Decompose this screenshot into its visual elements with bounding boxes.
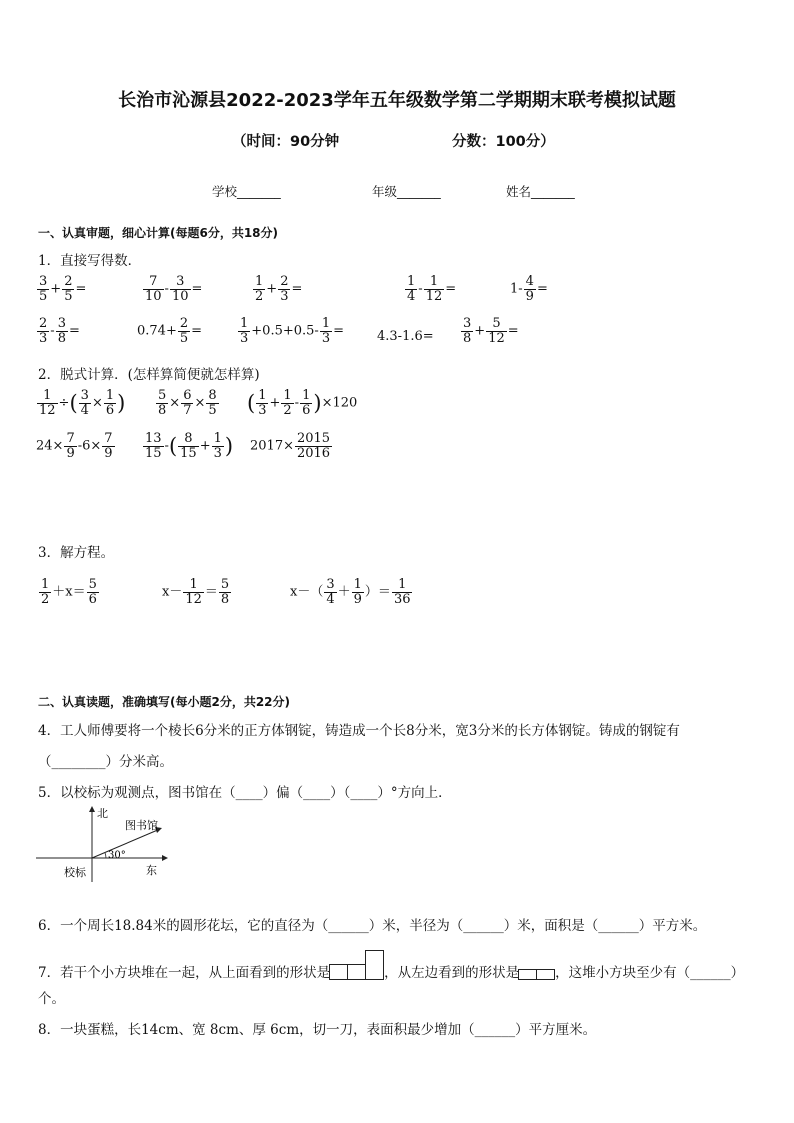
q1-title: 1．直接写得数． bbox=[38, 253, 142, 269]
q2-item-2: $\frac{5}{8}$ × $\frac{6}{7}$ × $\frac{8}{5}$ bbox=[158, 388, 217, 418]
q6-text[interactable]: 6．一个周长18.84米的圆形花坛，它的直径为（______）米，半径为（______）米，面积是（______）平方米。 bbox=[38, 918, 707, 934]
angle-label: 30° bbox=[108, 850, 126, 861]
q8-text[interactable]: 8．一块蛋糕，长14cm、宽 8cm、厚 6cm，切一刀，表面积最少增加（______）平方厘米。 bbox=[38, 1022, 597, 1038]
q3-equation-3: x－（ $\frac{3}{4}$ ＋ $\frac{1}{9}$ ）＝ $\frac{1}{36}$ bbox=[290, 577, 411, 607]
section2-title: 二、认真读题，准确填写(每小题2分，共22分) bbox=[38, 695, 291, 709]
q3-title: 3．解方程。 bbox=[38, 545, 115, 561]
q5-text[interactable]: 5．以校标为观测点，图书馆在（____）偏（____）（____）°方向上． bbox=[38, 785, 452, 801]
q2-item-5: $\frac{13}{15}$ -( $\frac{8}{15}$ + $\frac{1}{3}$ ) bbox=[145, 431, 234, 461]
q1-item-10: $\frac{3}{8}$ + $\frac{5}{12}$ = bbox=[463, 316, 519, 346]
q1-item-5: 1- $\frac{4}{9}$ = bbox=[510, 274, 548, 304]
exam-time: （时间：90分钟 bbox=[232, 134, 340, 150]
q4-line-2[interactable]: （________）分米高。 bbox=[38, 754, 173, 770]
north-label: 北 bbox=[97, 807, 108, 820]
q7-line-2: 个。 bbox=[38, 991, 65, 1007]
q1-item-3: $\frac{1}{2}$ + $\frac{2}{3}$ = bbox=[255, 274, 303, 304]
q2-item-6: 2017× $\frac{2015}{2016}$ bbox=[250, 431, 331, 461]
q1-item-4: $\frac{1}{4}$ - $\frac{1}{12}$ = bbox=[407, 274, 457, 304]
angle-arc bbox=[105, 853, 106, 859]
grade-field[interactable]: 年级_______ bbox=[372, 184, 441, 199]
east-arrow-icon bbox=[162, 855, 168, 861]
q2-item-4: 24× $\frac{7}{9}$ -6× $\frac{7}{9}$ bbox=[36, 431, 113, 461]
library-direction-line bbox=[92, 829, 160, 858]
east-label: 东 bbox=[146, 864, 157, 877]
section1-title: 一、认真审题，细心计算(每题6分，共18分) bbox=[38, 226, 279, 240]
q1-item-1: $\frac{3}{5}$ + $\frac{2}{5}$ = bbox=[39, 274, 87, 304]
north-arrow-icon bbox=[89, 806, 95, 812]
q3-equation-1: $\frac{1}{2}$ ＋x＝ $\frac{5}{6}$ bbox=[41, 577, 97, 607]
q2-title: 2．脱式计算．(怎样算简便就怎样算) bbox=[38, 367, 260, 383]
q2-item-3: ( $\frac{1}{3}$ + $\frac{1}{2}$ - $\frac{1}{6}$ )×120 bbox=[247, 388, 358, 418]
q2-item-1: $\frac{1}{12}$ ÷( $\frac{3}{4}$ × $\frac{1}{6}$ ) bbox=[39, 388, 126, 418]
school-label: 校标 bbox=[64, 866, 86, 879]
q4-line-1: 4．工人师傅要将一个棱长6分米的正方体钢锭，铸造成一个长8分米，宽3分米的长方体钢锭。铸成的钢锭有 bbox=[38, 723, 680, 739]
school-field[interactable]: 学校_______ bbox=[212, 184, 281, 199]
exam-score: 分数：100分） bbox=[452, 134, 555, 150]
name-field[interactable]: 姓名_______ bbox=[506, 184, 575, 199]
q1-item-7: 0.74+ $\frac{2}{5}$ = bbox=[137, 316, 203, 346]
q1-item-9: 4.3-1.6= bbox=[377, 329, 434, 344]
left-view-shape bbox=[519, 965, 555, 981]
top-view-shape bbox=[330, 965, 384, 981]
page-title: 长治市沁源县2022-2023学年五年级数学第二学期期末联考模拟试题 bbox=[118, 90, 676, 111]
q1-item-2: $\frac{7}{10}$ - $\frac{3}{10}$ = bbox=[145, 274, 203, 304]
q1-item-8: $\frac{1}{3}$ +0.5+0.5- $\frac{1}{3}$ = bbox=[240, 316, 344, 346]
q3-equation-2: x－ $\frac{1}{12}$ ＝ $\frac{5}{8}$ bbox=[162, 577, 230, 607]
direction-diagram bbox=[36, 802, 196, 884]
library-label: 图书馆 bbox=[125, 819, 158, 832]
q7-line-1[interactable]: 7．若干个小方块堆在一起，从上面看到的形状是 ，从左边看到的形状是 ，这堆小方块至少有（______） bbox=[38, 950, 744, 981]
q1-item-6: $\frac{2}{3}$ - $\frac{3}{8}$ = bbox=[39, 316, 80, 346]
